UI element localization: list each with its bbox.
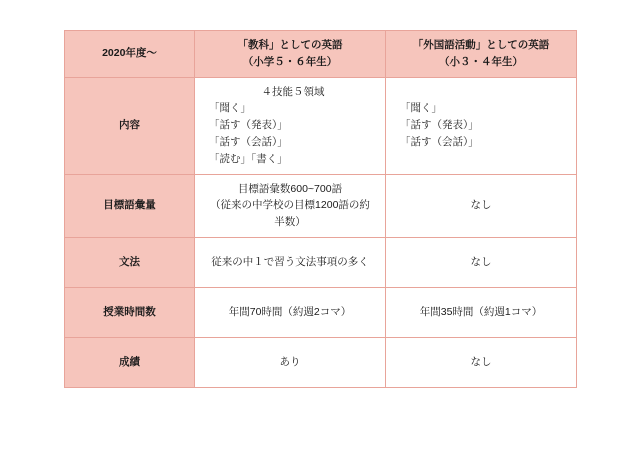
header-subject-english-line1: 「教科」としての英語 [237, 39, 343, 51]
row-label-vocabulary: 目標語彙量 [65, 174, 195, 237]
cell-line: 従来の中１で習う文法事項の多く [211, 256, 369, 269]
header-cell-period [65, 31, 195, 78]
cell-class-hours-foreign-language-activity [386, 287, 577, 337]
cell-line: 「話す（会話）」 [209, 135, 288, 148]
row-label-grades: 成績 [65, 337, 195, 387]
table-header-row [65, 31, 577, 78]
comparison-table-wrapper [64, 30, 576, 388]
cell-line: あり [279, 356, 301, 369]
cell-contents-subject-heading: ４技能５領域 [261, 85, 325, 98]
cell-vocabulary-subject-english [195, 174, 386, 237]
cell-line: 「話す（会話）」 [400, 135, 479, 148]
cell-line: 「話す（発表）」 [209, 119, 288, 132]
cell-line: （従来の中学校の目標1200語の約 [210, 199, 370, 212]
cell-grades-foreign-language-activity [386, 337, 577, 387]
row-label-grammar: 文法 [65, 237, 195, 287]
cell-grammar-subject-english [195, 237, 386, 287]
cell-vocabulary-foreign-language-activity [386, 174, 577, 237]
cell-contents-foreign-language-activity [386, 77, 577, 174]
cell-class-hours-subject-english [195, 287, 386, 337]
header-cell-subject-english [195, 31, 386, 78]
header-period-line1: 2020年度〜 [102, 47, 157, 60]
cell-line: なし [470, 199, 492, 212]
cell-line: 「聞く」 [209, 102, 251, 115]
cell-line: 「聞く」 [400, 102, 442, 115]
row-label-contents: 内容 [65, 77, 195, 174]
cell-line: なし [470, 356, 492, 369]
cell-line: 「読む」「書く」 [209, 152, 288, 165]
table-row [65, 77, 577, 174]
table-row [65, 287, 577, 337]
header-foreign-language-activity-line1: 「外国語活動」としての英語 [412, 39, 550, 51]
cell-grammar-foreign-language-activity [386, 237, 577, 287]
cell-contents-subject-english [195, 77, 386, 174]
table-row [65, 337, 577, 387]
header-subject-english-line2: （小学５・６年生） [242, 55, 338, 68]
cell-line: 年間70時間（約週2コマ） [228, 306, 352, 319]
header-foreign-language-activity-line2: （小３・４年生） [439, 55, 523, 68]
comparison-table [64, 30, 577, 388]
cell-line: 年間35時間（約週1コマ） [419, 306, 543, 319]
row-label-class-hours: 授業時間数 [65, 287, 195, 337]
cell-grades-subject-english [195, 337, 386, 387]
header-cell-foreign-language-activity [386, 31, 577, 78]
cell-line: なし [470, 256, 492, 269]
cell-line: 「話す（発表）」 [400, 119, 479, 132]
table-row [65, 174, 577, 237]
cell-line: 半数） [274, 216, 306, 229]
cell-line: 目標語彙数600~700語 [237, 182, 343, 195]
table-row [65, 237, 577, 287]
